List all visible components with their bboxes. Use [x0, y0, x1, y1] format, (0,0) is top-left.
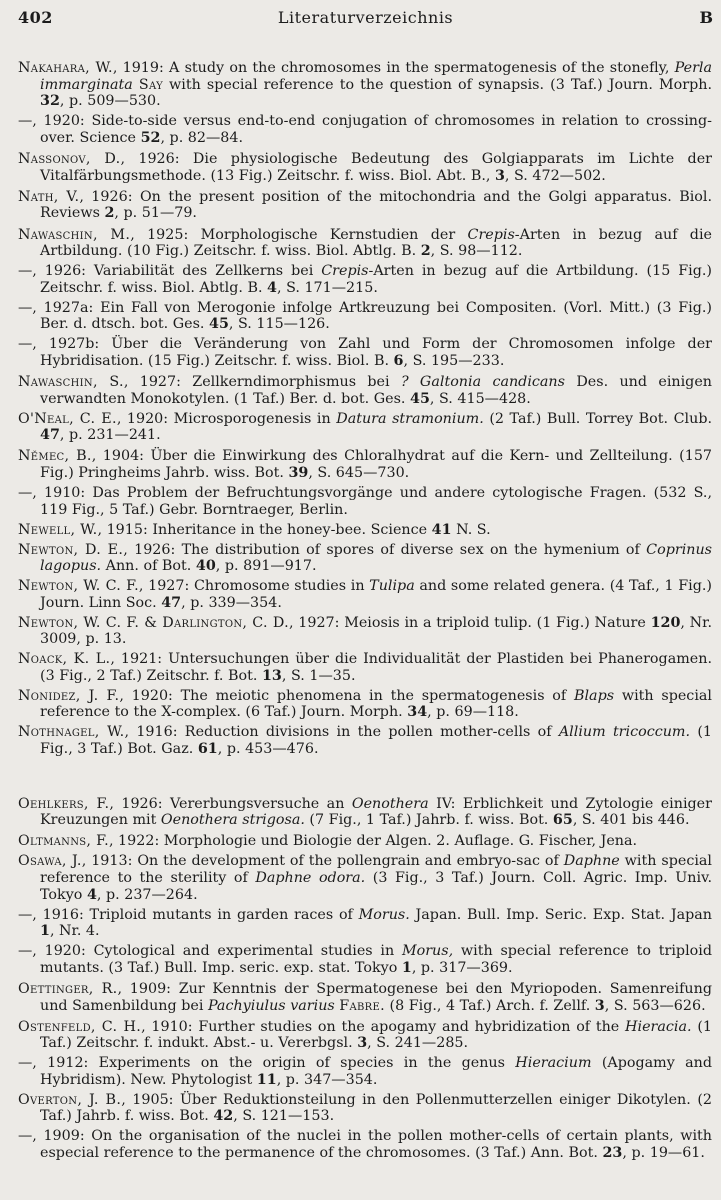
bibliography-entry: Němec, B., 1904: Über die Einwirkung des Chloralhydrat auf die Kern- und Zellteilung. (157 Fig.) Pringheims Jahrb. wiss. Bot. 39, S. 645—730.: [18, 448, 713, 481]
bibliography-entry: Oettinger, R., 1909: Zur Kenntnis der Spermatogenese bei den Myriopoden. Samenreifung und Samenbildung bei Pachyiulus varius Fabre. (8 Fig., 4 Taf.) Arch. f. Zellf. 3, S. 563—626.: [18, 980, 712, 1014]
bibliography-entry: Nawaschin, M., 1925: Morphologische Kernstudien der Crepis-Arten in bezug auf die Artbildung. (10 Fig.) Zeitschr. f. wiss. Biol. Abtlg. B. 2, S. 98—112.: [18, 226, 712, 260]
bibliography-entry: Nothnagel, W., 1916: Reduction divisions in the pollen mother-cells of Allium tricoccum. (1 Fig., 3 Taf.) Bot. Gaz. 61, p. 453—476.: [18, 724, 712, 758]
bibliography-entry: Newton, D. E., 1926: The distribution of spores of diverse sex on the hymenium of Coprinus lagopus. Ann. of Bot. 40, p. 891—917.: [18, 541, 713, 575]
running-title: Literaturverzeichnis: [277, 8, 454, 27]
bibliography-entry: Osawa, J., 1913: On the development of the pollengrain and embryo-sac of Daphne with special reference to the sterility of Daphne odora. (3 Fig., 3 Taf.) Journ. Coll. Agric. Imp. Univ. Tokyo 4, p. 237—264.: [18, 853, 713, 903]
bibliography-entry: Nassonov, D., 1926: Die physiologische Bedeutung des Golgiapparats im Lichte der Vitalfärbungsmethode. (13 Fig.) Zeitschr. f. wiss. Biol. Abt. B., 3, S. 472—502.: [18, 150, 712, 184]
page-header: [18, 8, 713, 32]
page-number: 402: [18, 8, 53, 27]
bibliography-entry: Noack, K. L., 1921: Untersuchungen über die Individualität der Plastiden bei Phanerogamen. (3 Fig., 2 Taf.) Zeitschr. f. Bot. 13, S. 1—35.: [18, 651, 712, 684]
bibliography-entry: —, 1927a: Ein Fall von Merogonie infolge Artkreuzung bei Compositen. (Vorl. Mitt.) (3 Fig.) Ber. d. dtsch. bot. Ges. 45, S. 115—126.: [18, 299, 712, 333]
bibliography-entry: O'Neal, C. E., 1920: Microsporogenesis in Datura stramonium. (2 Taf.) Bull. Torrey Bot. Club. 47, p. 231—241.: [18, 410, 713, 444]
bibliography-entry: Nakahara, W., 1919: A study on the chromosomes in the spermatogenesis of the stonefly, Perla immarginata Say with special reference to the question of synapsis. (3 Taf.) Journ. Morph. 32, p. 509—530.: [18, 60, 712, 110]
bibliography-entry: —, 1920: Side-to-side versus end-to-end conjugation of chromosomes in relation to crossing-over. Science 52, p. 82—84.: [18, 113, 712, 146]
bibliography-entry: —, 1912: Experiments on the origin of species in the genus Hieracium (Apogamy and Hybridism). New. Phytologist 11, p. 347—354.: [18, 1055, 712, 1088]
bibliography-entry: —, 1910: Das Problem der Befruchtungsvorgänge und andere cytologische Fragen. (532 S., 119 Fig., 5 Taf.) Gebr. Borntraeger, Berlin.: [18, 484, 712, 518]
bibliography-entry: Nath, V., 1926: On the present position of the mitochondria and the Golgi apparatus. Biol. Reviews 2, p. 51—79.: [18, 188, 712, 222]
bibliography-entry: Oltmanns, F., 1922: Morphologie und Biologie der Algen. 2. Auflage. G. Fischer, Jena.: [18, 833, 638, 850]
bibliography-entry: Newton, W. C. F. & Darlington, C. D., 1927: Meiosis in a triploid tulip. (1 Fig.) Nature 120, Nr. 3009, p. 13.: [18, 614, 712, 648]
bibliography-entry: —, 1916: Triploid mutants in garden races of Morus. Japan. Bull. Imp. Seric. Exp. Stat. Japan 1, Nr. 4.: [18, 906, 712, 940]
bibliography-entry: Newell, W., 1915: Inheritance in the honey-bee. Science 41 N. S.: [18, 521, 491, 538]
section-letter: B: [699, 8, 713, 27]
bibliography-entry: Nonidez, J. F., 1920: The meiotic phenomena in the spermatogenesis of Blaps with special reference to the X-complex. (6 Taf.) Journ. Morph. 34, p. 69—118.: [18, 687, 712, 721]
bibliography-entry: Ostenfeld, C. H., 1910: Further studies on the apogamy and hybridization of the Hieracia. (1 Taf.) Zeitschr. f. indukt. Abst.- u. Vererbgsl. 3, S. 241—285.: [18, 1018, 713, 1052]
bibliography-entry: —, 1909: On the organisation of the nuclei in the pollen mother-cells of certain plants, with especial reference to the permanence of the chromosomes. (3 Taf.) Ann. Bot. 23, p. 19—61.: [18, 1128, 712, 1162]
bibliography-entry: —, 1926: Variabilität des Zellkerns bei Crepis-Arten in bezug auf die Artbildung. (15 Fig.) Zeitschr. f. wiss. Biol. Abtlg. B. 4, S. 171—215.: [18, 263, 712, 296]
bibliography-entry: Oehlkers, F., 1926: Vererbungsversuche an Oenothera IV: Erblichkeit und Zytologie einiger Kreuzungen mit Oenothera strigosa. (7 Fig., 1 Taf.) Jahrb. f. wiss. Bot. 65, S. 401 bis 446.: [18, 795, 712, 829]
bibliography-entry: Newton, W. C. F., 1927: Chromosome studies in Tulipa and some related genera. (4 Taf., 1 Fig.) Journ. Linn Soc. 47, p. 339—354.: [18, 578, 712, 611]
bibliography-entry: —, 1920: Cytological and experimental studies in Morus, with special reference to triploid mutants. (3 Taf.) Bull. Imp. seric. exp. stat. Tokyo 1, p. 317—369.: [18, 943, 712, 976]
bibliography-entry: Nawaschin, S., 1927: Zellkerndimorphismus bei ? Galtonia candicans Des. und einigen verwandten Monokotylen. (1 Taf.) Ber. d. bot. Ges. 45, S. 415—428.: [18, 374, 712, 407]
bibliography-list: [18, 60, 712, 1165]
bibliography-entry: —, 1927b: Über die Veränderung von Zahl und Form der Chromosomen infolge der Hybridisation. (15 Fig.) Zeitschr. f. wiss. Biol. B. 6, S. 195—233.: [18, 336, 712, 369]
bibliography-entry: Overton, J. B., 1905: Über Reduktionsteilung in den Pollenmutterzellen einiger Dikotylen. (2 Taf.) Jahrb. f. wiss. Bot. 42, S. 121—153.: [18, 1091, 712, 1125]
